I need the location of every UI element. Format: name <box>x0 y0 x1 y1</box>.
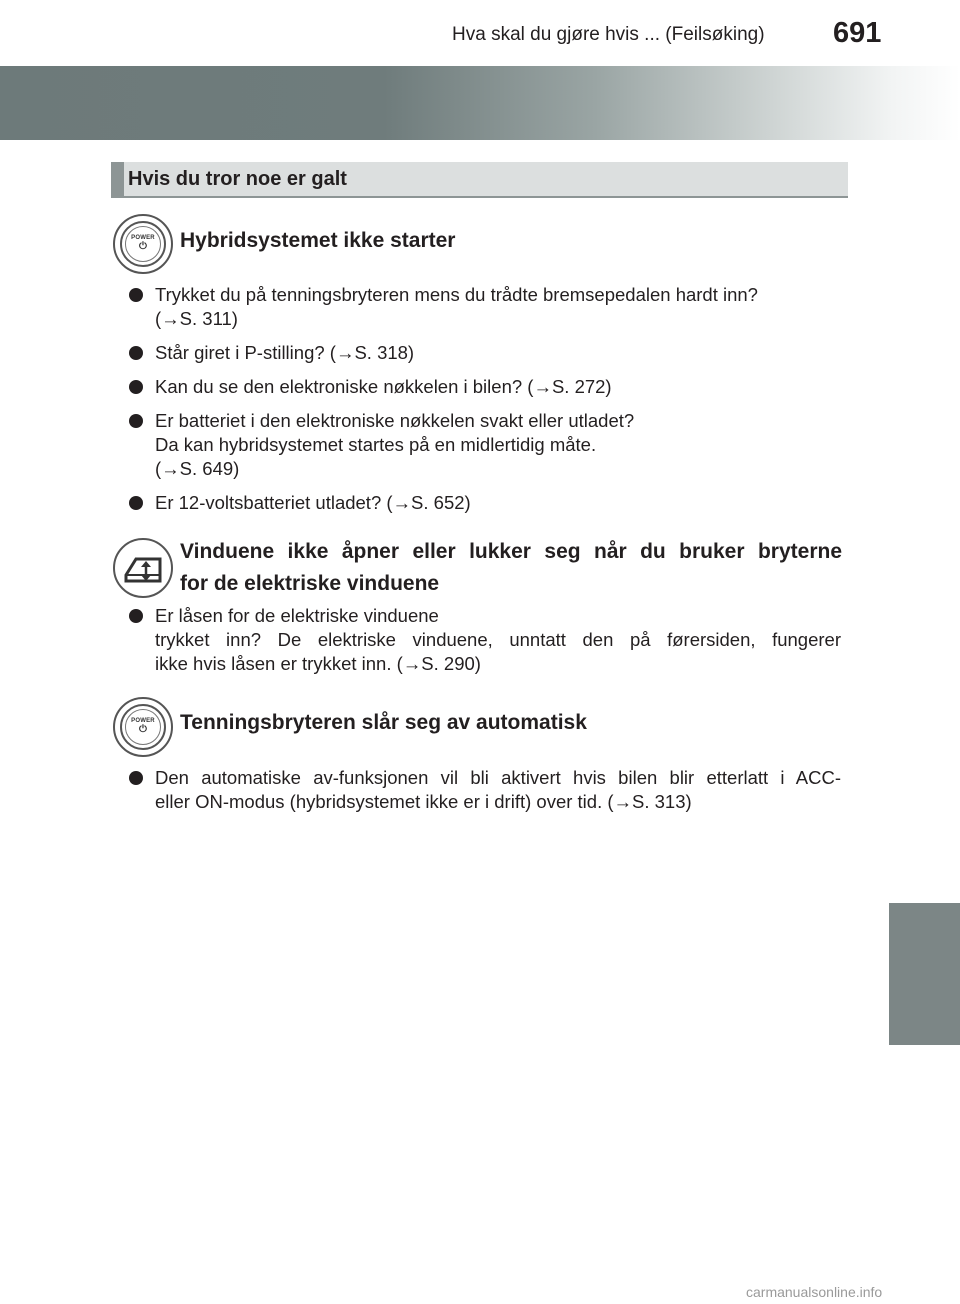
power-switch-icon: POWER ⏻ <box>113 697 173 757</box>
topic-2-bullets <box>129 604 841 676</box>
header-band <box>0 66 960 140</box>
chapter-tab <box>889 903 960 1045</box>
topic-title: Vinduene ikke åpner eller lukker seg når du bruker bryterne for de elektriske vinduene <box>180 540 842 595</box>
list-item: Er 12-voltsbatteriet utladet? (→S. 652) <box>129 491 841 515</box>
list-item: Trykket du på tenningsbryteren mens du trådte bremsepedalen hardt inn? (→S. 311) <box>129 283 841 331</box>
list-item: Er låsen for de elektriske vinduene trykket inn? De elektriske vinduene, unntatt den på førersiden, fungerer ikke hvis låsen er trykket inn. (→S. 290) <box>129 604 841 676</box>
watermark: carmanualsonline.info <box>746 1284 883 1300</box>
list-item: Den automatiske av-funksjonen vil bli aktivert hvis bilen blir etterlatt i ACC- eller ON-modus (hybridsystemet ikke er i drift) over tid. (→S. 313) <box>129 766 841 814</box>
topic-title: Hybridsystemet ikke starter <box>180 229 456 252</box>
power-switch-icon: POWER ⏻ <box>113 214 173 274</box>
topic-3-bullets <box>129 766 841 814</box>
topic-1-bullets <box>129 283 841 515</box>
topic-title: Tenningsbryteren slår seg av automatisk <box>180 711 587 734</box>
section-heading-bar <box>111 162 848 198</box>
power-window-icon <box>113 538 173 598</box>
section-heading: Hvis du tror noe er galt <box>128 168 347 190</box>
list-item: Kan du se den elektroniske nøkkelen i bilen? (→S. 272) <box>129 375 841 399</box>
list-item: Er batteriet i den elektroniske nøkkelen svakt eller utladet? Da kan hybridsystemet startes på en midlertidig måte. (→S. 649) <box>129 409 841 481</box>
page-number: 691 <box>833 17 882 49</box>
chapter-title: Hva skal du gjøre hvis ... (Feilsøking) <box>452 24 765 45</box>
list-item: Står giret i P-stilling? (→S. 318) <box>129 341 841 365</box>
